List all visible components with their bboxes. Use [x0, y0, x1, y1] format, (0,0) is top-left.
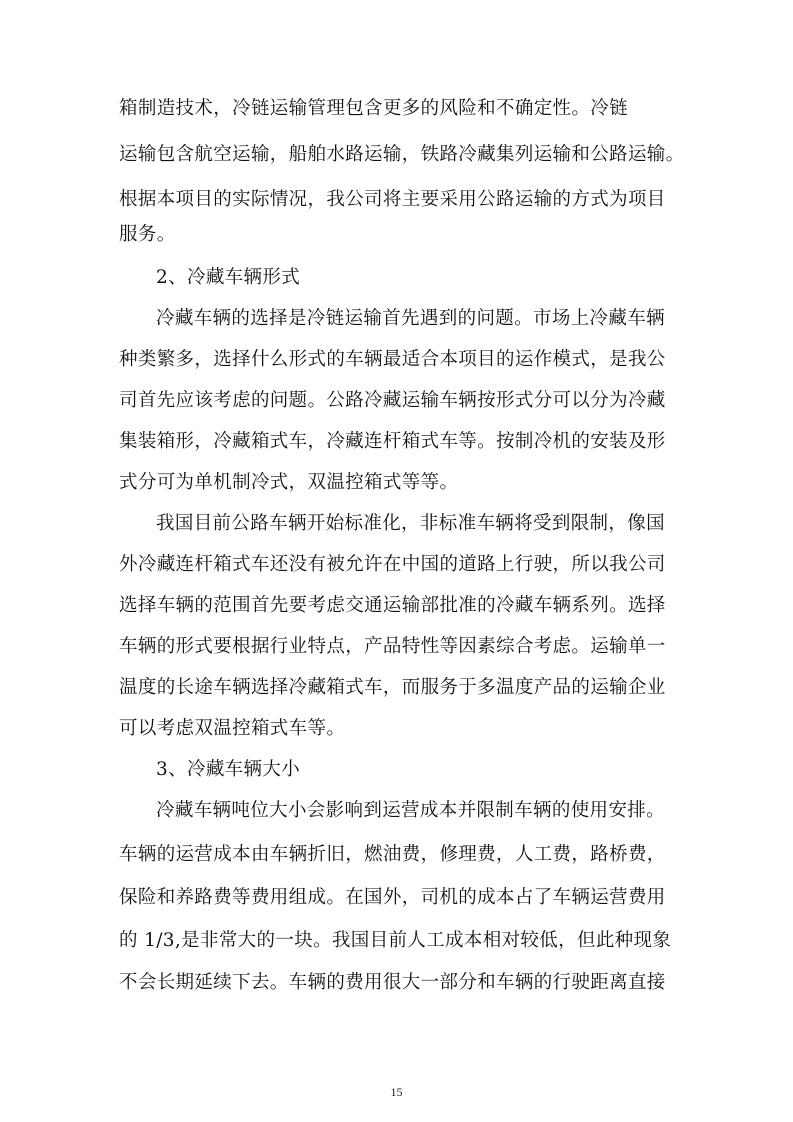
text-line: 外冷藏连杆箱式车还没有被允许在中国的道路上行驶，所以我公司 [119, 554, 666, 575]
text-line: 的 1/3,是非常大的一块。我国目前人工成本相对较低，但此种现象 [119, 930, 672, 951]
text-line: 不会长期延续下去。车辆的费用很大一部分和车辆的行驶距离直接 [119, 972, 666, 993]
page-number: 15 [390, 1085, 403, 1099]
text-line: 温度的长途车辆选择冷藏箱式车，而服务于多温度产品的运输企业 [119, 677, 666, 698]
text-line: 选择车辆的范围首先要考虑交通运输部批准的冷藏车辆系列。选择 [119, 595, 666, 616]
text-line: 式分可为单机制冷式，双温控箱式等等。 [119, 472, 459, 493]
text-line: 服务。 [119, 224, 176, 245]
text-line: 我国目前公路车辆开始标准化，非标准车辆将受到限制，像国 [156, 513, 665, 534]
text-line: 种类繁多，选择什么形式的车辆最适合本项目的运作模式，是我公 [119, 349, 666, 370]
text-line: 运输包含航空运输，船舶水路运输，铁路冷藏集列运输和公路运输。 [119, 144, 685, 165]
text-line: 保险和养路费等费用组成。在国外，司机的成本占了车辆运营费用 [119, 887, 666, 908]
text-line: 司首先应该考虑的问题。公路冷藏运输车辆按形式分可以分为冷藏 [119, 390, 666, 411]
text-line: 冷藏车辆吨位大小会影响到运营成本并限制车辆的使用安排。 [156, 800, 665, 821]
text-line: 集装箱形，冷藏箱式车，冷藏连杆箱式车等。按制冷机的安装及形 [119, 431, 666, 452]
text-line: 可以考虑双温控箱式车等。 [119, 718, 346, 739]
text-line: 车辆的形式要根据行业特点，产品特性等因素综合考虑。运输单一 [119, 636, 666, 657]
section-heading: 3、冷藏车辆大小 [156, 759, 301, 780]
text-line: 冷藏车辆的选择是冷链运输首先遇到的问题。市场上冷藏车辆 [156, 308, 665, 329]
section-heading: 2、冷藏车辆形式 [156, 267, 301, 288]
text-line: 根据本项目的实际情况，我公司将主要采用公路运输的方式为项目 [119, 189, 666, 210]
text-line: 箱制造技术，冷链运输管理包含更多的风险和不确定性。冷链 [119, 98, 628, 119]
text-line: 车辆的运营成本由车辆折旧，燃油费，修理费，人工费，路桥费， [119, 844, 666, 865]
